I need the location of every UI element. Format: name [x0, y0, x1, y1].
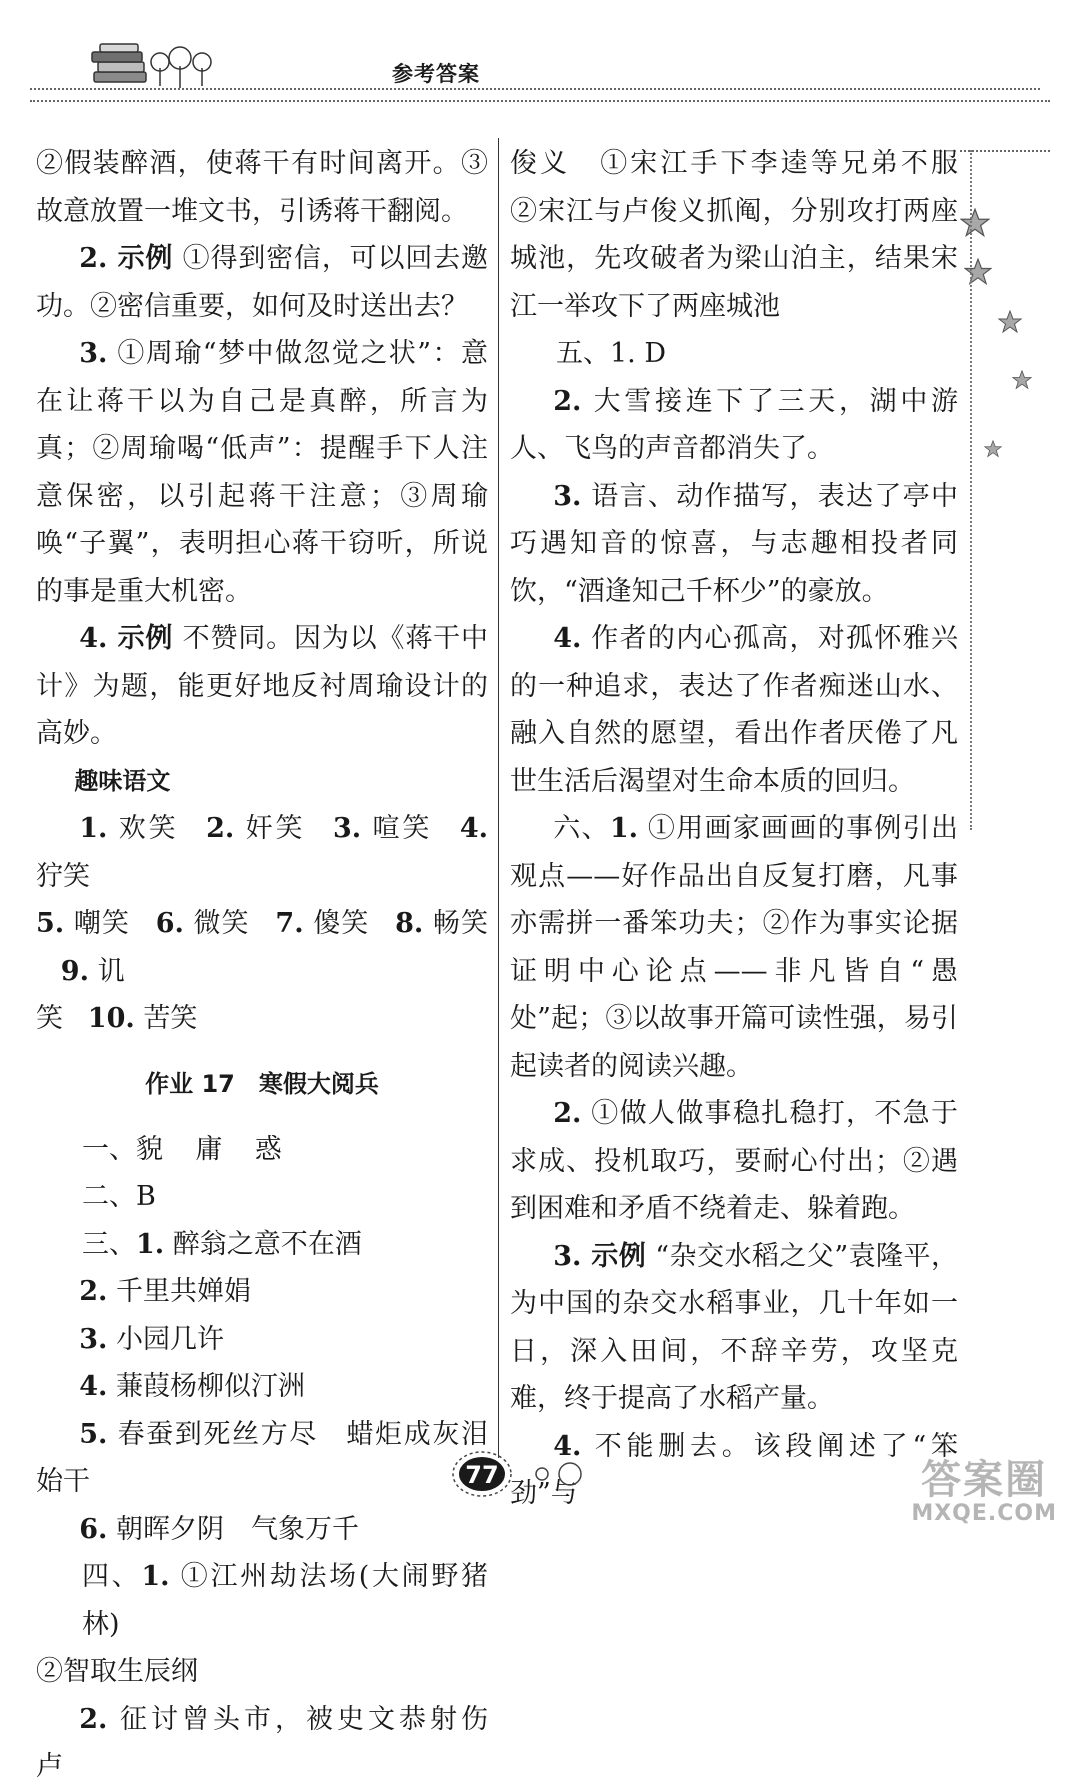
answer-q4: 4. 示例 不赞同。因为以《蒋干中计》为题，能更好地反衬周瑜设计的高妙。: [36, 623, 488, 749]
answer-paragraph: 俊义 ①宋江手下李逵等兄弟不服 ②宋江与卢俊义抓阄，分别攻打两座城池，先攻破者为梁山泊主，结果宋江一举攻下了两座城池: [510, 148, 985, 322]
work-title: 作业 17 寒假大阅兵: [145, 1069, 379, 1098]
answer-s3-item: 3. 小园几许: [79, 1323, 224, 1355]
answer-s4-q2: 2. 征讨曾头市，被史文恭射伤 卢: [36, 1703, 515, 1782]
page-number: 77: [465, 1461, 499, 1489]
answer-s3-item: 6. 朝晖夕阴 气象万千: [79, 1513, 359, 1545]
answer-q3: 3. ①周瑜“梦中做忽觉之状”：意在让蒋干以为自己是真醉，所言为真；②周瑜喝“低声”：提醒手下人注意保密，以引起蒋干注意；③周瑜唤“子翼”，表明担心蒋干窃听，所说的事是重大机密。: [36, 338, 488, 607]
fun-list: 5. 嘲笑 6. 微笑 7. 傻笑 8. 畅笑 9. 讥: [36, 908, 488, 987]
answer-s5-q2: 2. 大雪接连下了三天，湖中游人、飞鸟的声音都消失了。: [510, 385, 958, 464]
answer-s1: 一、貌 庸 惑: [82, 1133, 282, 1165]
answer-s3-item: 2. 千里共婵娟: [79, 1276, 251, 1307]
answer-s5: 五、1. D: [556, 338, 666, 369]
page-number-badge: [452, 1444, 602, 1504]
books-trees-icon: [88, 38, 228, 94]
answer-s4-cont: ②智取生辰纲: [36, 1656, 198, 1687]
star-icon: [1012, 370, 1032, 390]
answer-paragraph: ②假装醉酒，使蒋干有时间离开。③故意放置一堆文书，引诱蒋干翻阅。: [36, 148, 488, 227]
watermark: 答案圈 MXQE.COM: [911, 1457, 1057, 1526]
right-dotted-rule: [970, 150, 972, 830]
left-column: [36, 140, 515, 1791]
section-heading: 趣味语文: [74, 766, 171, 795]
answer-s2: 二、B: [82, 1181, 156, 1212]
answer-s3: 三、1. 醉翁之意不在酒: [82, 1228, 362, 1260]
star-icon: [998, 310, 1022, 334]
answer-s6: 六、1. ①用画家画画的事例引出观点——好作品出自反复打磨，凡事亦需拼一番笨功夫；②作为事实论据证明中心论点——非凡皆自“愚处”起；③以故事开篇可读性强，易引起读者的阅读兴趣。: [510, 813, 958, 1082]
right-column: [510, 140, 985, 1518]
star-icon: [960, 208, 990, 238]
answer-s6-q3: 3. 示例 “杂交水稻之父”袁隆平，为中国的杂交水稻事业，几十年如一日，深入田间，不辞辛劳，攻坚克难，终于提高了水稻产量。: [510, 1240, 958, 1414]
answer-s3-item: 4. 蒹葭杨柳似汀洲: [79, 1371, 305, 1402]
fun-list: 笑 10. 苦笑: [36, 1003, 198, 1034]
answer-s3-item: 5. 春蚕到死丝方尽 蜡炬成灰泪始干: [36, 1418, 488, 1497]
answer-s5-q3: 3. 语言、动作描写，表达了亭中巧遇知音的惊喜，与志趣相投者同饮，“酒逢知己千杯少”的豪放。: [510, 480, 958, 607]
answer-s5-q4: 4. 作者的内心孤高，对孤怀雅兴的一种追求，表达了作者痴迷山水、融入自然的愿望，看出作者厌倦了凡世生活后渴望对生命本质的回归。: [510, 623, 958, 797]
answer-s4: 四、1. ①江州劫法场(大闹野猪林): [82, 1561, 488, 1640]
star-icon: [964, 258, 992, 286]
page-title: 参考答案: [392, 62, 480, 86]
answer-s6-q4: 4. 不能删去。该段阐述了“笨劲”与: [510, 1430, 958, 1509]
header-divider-2: [30, 100, 1050, 102]
header-divider: [30, 88, 1040, 90]
column-divider: [498, 138, 499, 1458]
answer-s6-q2: 2. ①做人做事稳扎稳打，不急于求成、投机取巧，要耐心付出；②遇到困难和矛盾不绕着走、躲着跑。: [510, 1098, 958, 1224]
star-icon: [984, 440, 1002, 458]
fun-list: 1. 欢笑 2. 奸笑 3. 喧笑 4. 狞笑: [36, 813, 488, 892]
answer-q2: 2. 示例 ①得到密信，可以回去邀功。②密信重要，如何及时送出去？: [36, 243, 488, 322]
